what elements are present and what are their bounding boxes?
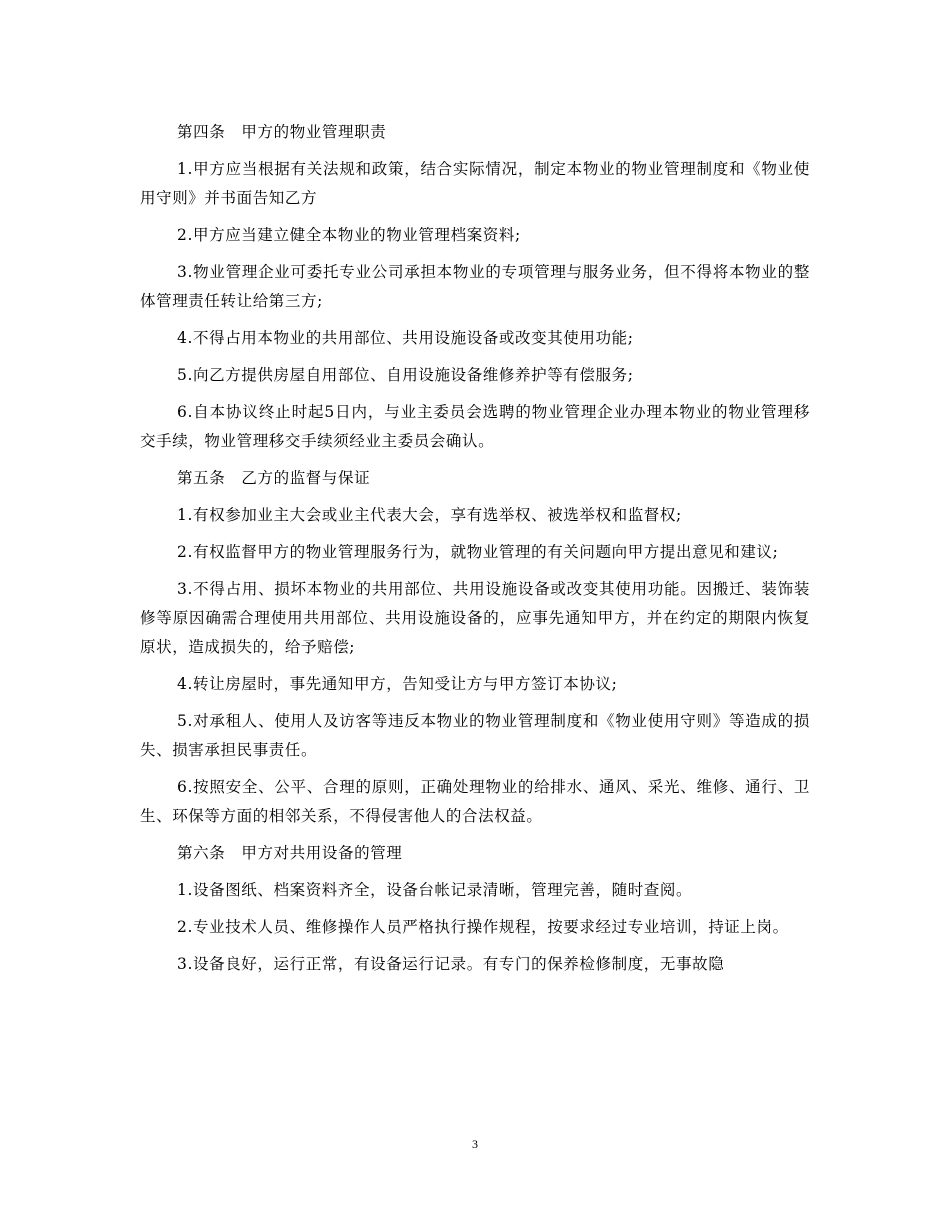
article-5-item-6: 6.按照安全、公平、合理的原则，正确处理物业的给排水、通风、采光、维修、通行、卫生、环保等方面的相邻关系，不得侵害他人的合法权益。 [140,778,810,825]
article-4-item-5: 5.向乙方提供房屋自用部位、自用设施设备维修养护等有偿服务; [177,366,634,384]
article-6-item-1: 1.设备图纸、档案资料齐全，设备台帐记录清晰，管理完善，随时查阅。 [177,881,693,899]
page-number: 3 [472,1137,478,1151]
article-5-item-4: 4.转让房屋时，事先通知甲方，告知受让方与甲方签订本协议; [177,675,618,693]
article-5-item-5: 5.对承租人、使用人及访客等违反本物业的物业管理制度和《物业使用守则》等造成的损失、损害承担民事责任。 [140,712,810,759]
document-body [140,118,810,987]
article-5-item-2: 2.有权监督甲方的物业管理服务行为，就物业管理的有关问题向甲方提出意见和建议; [177,543,779,561]
article-5-item-1: 1.有权参加业主大会或业主代表大会，享有选举权、被选举权和监督权; [177,506,682,524]
article-4-item-2: 2.甲方应当建立健全本物业的物业管理档案资料; [177,226,521,244]
article-6-item-2: 2.专业技术人员、维修操作人员严格执行操作规程，按要求经过专业培训，持证上岗。 [177,918,789,936]
article-4-item-1: 1.甲方应当根据有关法规和政策，结合实际情况，制定本物业的物业管理制度和《物业使用守则》并书面告知乙方 [140,160,810,207]
article-6-item-3: 3.设备良好，运行正常，有设备运行记录。有专门的保养检修制度，无事故隐 [177,955,725,973]
article-4-item-6: 6.自本协议终止时起5日内，与业主委员会选聘的物业管理企业办理本物业的物业管理移交手续，物业管理移交手续须经业主委员会确认。 [140,403,810,450]
article-5-item-3: 3.不得占用、损坏本物业的共用部位、共用设施设备或改变其使用功能。因搬迁、装饰装修等原因确需合理使用共用部位、共用设施设备的，应事先通知甲方，并在约定的期限内恢复原状，造成损失的，给予赔偿; [140,580,810,656]
article-5-heading: 第五条 乙方的监督与保证 [177,469,371,487]
article-4-item-3: 3.物业管理企业可委托专业公司承担本物业的专项管理与服务业务，但不得将本物业的整体管理责任转让给第三方; [140,263,810,310]
article-4-heading: 第四条 甲方的物业管理职责 [177,123,387,141]
article-4-item-4: 4.不得占用本物业的共用部位、共用设施设备或改变其使用功能; [177,329,634,347]
article-6-heading: 第六条 甲方对共用设备的管理 [177,844,403,862]
